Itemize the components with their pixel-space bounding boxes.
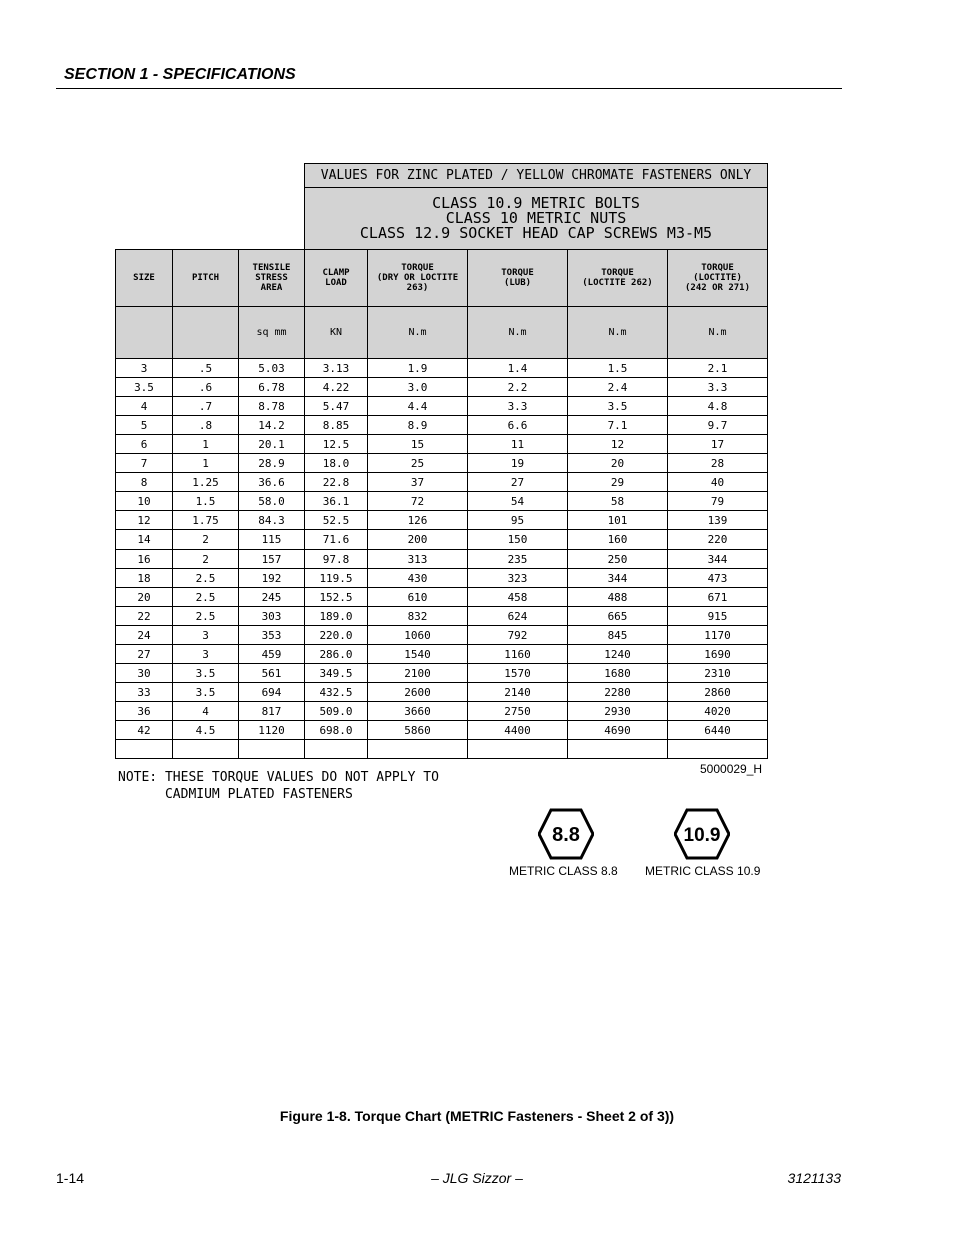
class-line-0: CLASS 10.9 METRIC BOLTS [432, 194, 640, 212]
column-header-line: SIZE [133, 273, 155, 283]
table-cell: 79 [667, 491, 768, 511]
table-cell: 473 [667, 568, 768, 588]
table-cell: 8.78 [238, 396, 305, 416]
column-unit-2: sq mm [238, 306, 305, 359]
table-cell [238, 739, 305, 759]
note-text: NOTE: THESE TORQUE VALUES DO NOT APPLY TO CADMIUM PLATED FASTENERS [118, 770, 439, 802]
column-unit-3: KN [304, 306, 368, 359]
table-cell: 42 [115, 720, 173, 740]
section-title: SECTION 1 - SPECIFICATIONS [64, 66, 296, 83]
table-cell: 20 [567, 453, 668, 473]
column-header-3 [304, 249, 368, 307]
table-cell: 1.5 [172, 491, 239, 511]
table-cell: 3.0 [367, 377, 468, 397]
table-cell: 1.4 [467, 358, 568, 378]
table-cell [467, 739, 568, 759]
table-cell: 1240 [567, 644, 668, 664]
table-cell: 40 [667, 472, 768, 492]
table-cell [567, 739, 668, 759]
table-cell: 2.4 [567, 377, 668, 397]
table-banner-class [304, 187, 768, 250]
table-cell: 30 [115, 663, 173, 683]
table-cell [367, 739, 468, 759]
table-cell: 1 [172, 453, 239, 473]
table-cell: 235 [467, 549, 568, 569]
table-cell: 323 [467, 568, 568, 588]
table-cell: 561 [238, 663, 305, 683]
table-cell: 1170 [667, 625, 768, 645]
table-cell: 4 [172, 701, 239, 721]
table-cell: 8 [115, 472, 173, 492]
table-cell: 458 [467, 587, 568, 607]
nut-marking-8-8: 8.8 [552, 824, 580, 846]
table-cell: 5 [115, 415, 173, 435]
table-cell: 353 [238, 625, 305, 645]
table-cell: 36.1 [304, 491, 368, 511]
table-cell: 671 [667, 587, 768, 607]
table-cell: 1.75 [172, 510, 239, 530]
table-cell: 459 [238, 644, 305, 664]
table-cell: 1.9 [367, 358, 468, 378]
table-cell: 698.0 [304, 720, 368, 740]
table-cell: 792 [467, 625, 568, 645]
table-cell: 36 [115, 701, 173, 721]
table-cell: 6440 [667, 720, 768, 740]
table-cell: 20.1 [238, 434, 305, 454]
table-cell: 20 [115, 587, 173, 607]
table-cell: 18.0 [304, 453, 368, 473]
table-cell: 220 [667, 529, 768, 550]
column-header-line: (LUB) [503, 278, 532, 288]
table-cell: 2.2 [467, 377, 568, 397]
table-cell: 192 [238, 568, 305, 588]
table-cell [172, 739, 239, 759]
column-unit-0 [115, 306, 173, 359]
figure-caption: Figure 1-8. Torque Chart (METRIC Fasteners - Sheet 2 of 3)) [279, 1108, 675, 1124]
table-cell: 8.9 [367, 415, 468, 435]
column-header-line: TORQUE [401, 263, 434, 273]
table-cell: 344 [567, 568, 668, 588]
table-cell: 2 [172, 529, 239, 550]
table-cell: 220.0 [304, 625, 368, 645]
table-cell: 4020 [667, 701, 768, 721]
table-cell: 11 [467, 434, 568, 454]
table-cell: 12 [567, 434, 668, 454]
table-cell: 4.22 [304, 377, 368, 397]
table-cell: 3.3 [667, 377, 768, 397]
table-cell: 2.5 [172, 568, 239, 588]
table-cell: 4.4 [367, 396, 468, 416]
table-cell [304, 739, 368, 759]
table-banner-fastener-type: VALUES FOR ZINC PLATED / YELLOW CHROMATE FASTENERS ONLY [304, 163, 768, 188]
table-cell: 37 [367, 472, 468, 492]
table-cell: 6.6 [467, 415, 568, 435]
table-cell: 2310 [667, 663, 768, 683]
table-cell: 17 [667, 434, 768, 454]
table-cell: 313 [367, 549, 468, 569]
table-cell: 28.9 [238, 453, 305, 473]
table-cell: 5.03 [238, 358, 305, 378]
column-header-4 [367, 249, 468, 307]
table-cell: 2.5 [172, 587, 239, 607]
nut-marking-10-9: 10.9 [683, 825, 721, 846]
table-cell: 2930 [567, 701, 668, 721]
table-cell: 6.78 [238, 377, 305, 397]
table-cell: 488 [567, 587, 668, 607]
table-cell: 3 [115, 358, 173, 378]
column-header-line: TORQUE [601, 268, 634, 278]
class-line-1: CLASS 10 METRIC NUTS [445, 209, 627, 227]
table-cell: 14.2 [238, 415, 305, 435]
table-cell: 624 [467, 606, 568, 626]
table-cell: 22 [115, 606, 173, 626]
table-cell: 817 [238, 701, 305, 721]
table-cell: 6 [115, 434, 173, 454]
table-cell: 3660 [367, 701, 468, 721]
table-cell: 9.7 [667, 415, 768, 435]
hex-nut-8-8-icon [538, 808, 594, 860]
table-cell: 4 [115, 396, 173, 416]
table-cell: .7 [172, 396, 239, 416]
table-cell: 27 [467, 472, 568, 492]
table-cell: 432.5 [304, 682, 368, 702]
table-cell: 3.5 [115, 377, 173, 397]
table-cell: 286.0 [304, 644, 368, 664]
table-cell: 245 [238, 587, 305, 607]
table-cell: 2100 [367, 663, 468, 683]
table-cell: 119.5 [304, 568, 368, 588]
table-cell: 349.5 [304, 663, 368, 683]
column-unit-4: N.m [367, 306, 468, 359]
table-cell: .6 [172, 377, 239, 397]
table-cell: 71.6 [304, 529, 368, 550]
table-cell: 84.3 [238, 510, 305, 530]
table-cell: 189.0 [304, 606, 368, 626]
table-cell: 139 [667, 510, 768, 530]
table-cell: 29 [567, 472, 668, 492]
table-cell: 4400 [467, 720, 568, 740]
table-cell: 509.0 [304, 701, 368, 721]
class-line-2: CLASS 12.9 SOCKET HEAD CAP SCREWS M3-M5 [359, 224, 713, 242]
table-cell: 54 [467, 491, 568, 511]
column-unit-6: N.m [567, 306, 668, 359]
column-header-line: TENSILE [252, 263, 291, 273]
table-cell: 5860 [367, 720, 468, 740]
table-cell: 845 [567, 625, 668, 645]
page-number: 1-14 [56, 1170, 85, 1186]
table-cell: 25 [367, 453, 468, 473]
column-header-line: (LOCTITE) [693, 273, 742, 283]
column-header-line: LOAD [325, 278, 347, 288]
table-cell: 2600 [367, 682, 468, 702]
table-cell: 1060 [367, 625, 468, 645]
table-cell: 2280 [567, 682, 668, 702]
column-header-line: PITCH [191, 273, 220, 283]
table-cell: 2860 [667, 682, 768, 702]
table-cell: 344 [667, 549, 768, 569]
table-cell: 126 [367, 510, 468, 530]
table-cell: 1570 [467, 663, 568, 683]
table-cell: 1.25 [172, 472, 239, 492]
column-header-line: TORQUE [701, 263, 734, 273]
table-cell: 665 [567, 606, 668, 626]
column-header-2 [238, 249, 305, 307]
table-cell: .8 [172, 415, 239, 435]
nut-label-class-10-9: METRIC CLASS 10.9 [645, 864, 761, 878]
table-cell: 36.6 [238, 472, 305, 492]
table-cell: 3.13 [304, 358, 368, 378]
table-cell: 610 [367, 587, 468, 607]
column-header-6 [567, 249, 668, 307]
table-cell: 3.5 [172, 682, 239, 702]
table-cell: 28 [667, 453, 768, 473]
table-cell: 152.5 [304, 587, 368, 607]
table-cell: 1 [172, 434, 239, 454]
column-header-0 [115, 249, 173, 307]
table-cell: 12.5 [304, 434, 368, 454]
table-cell [667, 739, 768, 759]
table-cell: 3 [172, 625, 239, 645]
table-cell: 160 [567, 529, 668, 550]
column-header-line: (DRY OR LOCTITE 263) [376, 273, 459, 293]
nut-label-class-8-8: METRIC CLASS 8.8 [509, 864, 618, 878]
table-cell: 33 [115, 682, 173, 702]
table-cell: 2 [172, 549, 239, 569]
table-cell: 3.5 [567, 396, 668, 416]
table-cell: 52.5 [304, 510, 368, 530]
table-cell: 1690 [667, 644, 768, 664]
column-header-7 [667, 249, 768, 307]
table-cell: 14 [115, 529, 173, 550]
table-cell: 2140 [467, 682, 568, 702]
table-cell: 303 [238, 606, 305, 626]
table-cell: 1.5 [567, 358, 668, 378]
table-cell: 3.3 [467, 396, 568, 416]
table-cell: 97.8 [304, 549, 368, 569]
column-header-line: CLAMP [322, 268, 350, 278]
column-header-5 [467, 249, 568, 307]
table-cell: 1160 [467, 644, 568, 664]
table-cell: 7.1 [567, 415, 668, 435]
table-cell: .5 [172, 358, 239, 378]
table-cell: 58.0 [238, 491, 305, 511]
table-cell: 3 [172, 644, 239, 664]
table-cell: 4690 [567, 720, 668, 740]
table-cell: 27 [115, 644, 173, 664]
table-cell: 8.85 [304, 415, 368, 435]
column-header-line: AREA [260, 283, 283, 293]
table-cell: 915 [667, 606, 768, 626]
document-number: 3121133 [787, 1170, 841, 1186]
table-cell: 5.47 [304, 396, 368, 416]
table-cell: 430 [367, 568, 468, 588]
table-cell: 4.8 [667, 396, 768, 416]
table-cell: 832 [367, 606, 468, 626]
table-cell: 4.5 [172, 720, 239, 740]
hex-nut-10-9-icon [674, 808, 730, 860]
column-unit-7: N.m [667, 306, 768, 359]
table-cell: 2.5 [172, 606, 239, 626]
table-cell: 24 [115, 625, 173, 645]
table-cell: 95 [467, 510, 568, 530]
table-cell: 7 [115, 453, 173, 473]
column-header-line: STRESS [255, 273, 288, 283]
column-header-1 [172, 249, 239, 307]
column-unit-5: N.m [467, 306, 568, 359]
table-cell: 250 [567, 549, 668, 569]
table-cell: 2750 [467, 701, 568, 721]
column-unit-1 [172, 306, 239, 359]
table-cell: 12 [115, 510, 173, 530]
column-header-line: (242 OR 271) [684, 283, 751, 293]
table-cell: 19 [467, 453, 568, 473]
table-cell: 200 [367, 529, 468, 550]
table-cell: 2.1 [667, 358, 768, 378]
table-cell: 10 [115, 491, 173, 511]
table-cell: 694 [238, 682, 305, 702]
table-cell: 15 [367, 434, 468, 454]
table-cell [115, 739, 173, 759]
column-header-line: (LOCTITE 262) [582, 278, 653, 288]
table-cell: 18 [115, 568, 173, 588]
table-cell: 3.5 [172, 663, 239, 683]
table-cell: 101 [567, 510, 668, 530]
footer-title: – JLG Sizzor – [431, 1170, 523, 1186]
table-cell: 1680 [567, 663, 668, 683]
table-cell: 1540 [367, 644, 468, 664]
table-cell: 1120 [238, 720, 305, 740]
table-cell: 58 [567, 491, 668, 511]
column-header-line: TORQUE [501, 268, 534, 278]
table-cell: 22.8 [304, 472, 368, 492]
drawing-number: 5000029_H [700, 762, 763, 776]
table-cell: 150 [467, 529, 568, 550]
table-cell: 72 [367, 491, 468, 511]
table-cell: 16 [115, 549, 173, 569]
table-cell: 115 [238, 529, 305, 550]
table-cell: 157 [238, 549, 305, 569]
